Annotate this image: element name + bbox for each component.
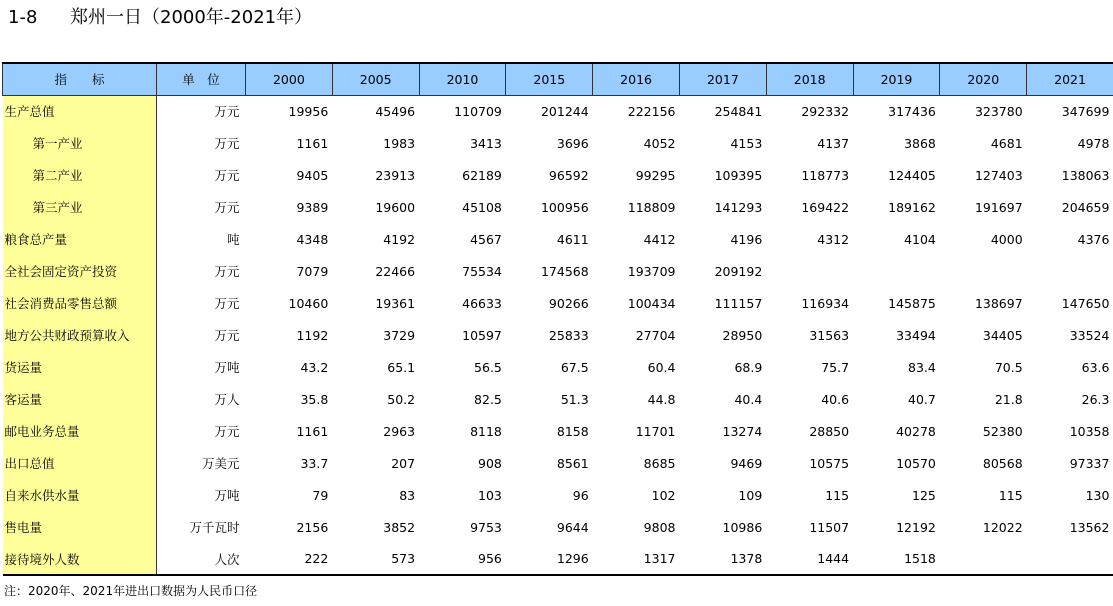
- cell-value: 3868: [904, 135, 936, 151]
- header-year: 2015: [506, 63, 593, 95]
- table-row: [3, 447, 1113, 479]
- cell-value: 8561: [556, 455, 589, 471]
- cell-value: 4681: [990, 135, 1023, 151]
- cell-value: 4312: [817, 231, 850, 247]
- cell-value: 127403: [974, 167, 1023, 183]
- cell-value: [853, 255, 940, 287]
- cell-value: 96592: [548, 167, 589, 183]
- cell-value: 4000: [990, 231, 1023, 247]
- cell-value: 60.4: [647, 359, 676, 375]
- cell-value: 125: [912, 487, 936, 503]
- cell-value: 1161: [296, 423, 329, 439]
- cell-value: 12022: [982, 519, 1023, 535]
- cell-value: 4153: [730, 135, 763, 151]
- table-row: [3, 159, 1113, 191]
- cell-value: [1027, 543, 1113, 575]
- table-body: [3, 95, 1113, 575]
- table-row: [3, 479, 1113, 511]
- row-unit: 万元: [214, 328, 240, 343]
- cell-value: 141293: [714, 199, 763, 215]
- cell-value: 28850: [809, 423, 850, 439]
- cell-value: 174568: [540, 263, 589, 279]
- row-indicator: 第二产业: [3, 159, 157, 191]
- row-unit: 万元: [214, 104, 240, 120]
- row-indicator: 售电量: [3, 511, 157, 543]
- cell-value: 10460: [288, 295, 329, 311]
- row-unit: 万元: [214, 264, 240, 279]
- cell-value: 908: [478, 455, 502, 471]
- cell-value: 13274: [722, 423, 763, 439]
- cell-value: 222: [246, 543, 333, 575]
- cell-value: 207: [391, 455, 416, 471]
- table-row: [3, 383, 1113, 415]
- cell-value: 9389: [296, 199, 329, 215]
- cell-value: 4978: [1077, 135, 1110, 151]
- cell-value: 33524: [1069, 327, 1110, 343]
- cell-value: 11701: [635, 423, 676, 439]
- cell-value: 25833: [548, 327, 589, 343]
- row-indicator: 自来水供水量: [3, 479, 157, 511]
- cell-value: 1192: [296, 327, 329, 343]
- cell-value: 45496: [375, 103, 416, 119]
- cell-value: 97337: [1069, 455, 1110, 471]
- table-row: [3, 255, 1113, 287]
- header-year: 2019: [853, 63, 940, 95]
- cell-value: 100434: [627, 295, 676, 311]
- cell-value: 1378: [679, 543, 766, 575]
- cell-value: 1161: [296, 135, 329, 151]
- cell-value: 138063: [1061, 167, 1110, 183]
- cell-value: 147650: [1061, 295, 1110, 311]
- cell-value: 40.7: [908, 391, 936, 407]
- cell-value: 100956: [540, 199, 589, 215]
- row-unit: 人次: [157, 543, 246, 575]
- row-indicator: 客运量: [3, 383, 157, 415]
- row-indicator: 出口总值: [3, 447, 157, 479]
- row-unit: 吨: [226, 232, 240, 247]
- cell-value: 4567: [470, 231, 502, 247]
- data-table: [2, 62, 1113, 576]
- table-row: [3, 511, 1113, 543]
- cell-value: 102: [651, 487, 676, 503]
- row-indicator: 全社会固定资产投资: [3, 255, 157, 287]
- cell-value: 4052: [643, 135, 676, 151]
- cell-value: 1444: [766, 543, 853, 575]
- header-year: 2018: [766, 63, 853, 95]
- cell-value: 90266: [548, 295, 589, 311]
- cell-value: 12192: [896, 519, 936, 535]
- cell-value: [766, 255, 853, 287]
- cell-value: 40.6: [821, 391, 850, 407]
- table-row: [3, 191, 1113, 223]
- row-indicator: 生产总值: [3, 95, 157, 127]
- cell-value: 8685: [643, 455, 676, 471]
- cell-value: 51.3: [560, 391, 589, 407]
- cell-value: 46633: [462, 295, 502, 311]
- cell-value: 70.5: [994, 359, 1023, 375]
- cell-value: 10597: [462, 327, 502, 343]
- table-row: [3, 415, 1113, 447]
- cell-value: 80568: [982, 455, 1023, 471]
- header-year: 2005: [332, 63, 419, 95]
- row-unit: 万吨: [214, 360, 240, 375]
- cell-value: 22466: [375, 263, 416, 279]
- cell-value: 43.2: [300, 359, 329, 375]
- cell-value: 3413: [470, 135, 502, 151]
- row-unit: 万元: [214, 136, 240, 151]
- cell-value: 45108: [462, 199, 502, 215]
- cell-value: 347699: [1061, 103, 1110, 119]
- cell-value: 209192: [714, 263, 763, 279]
- cell-value: 4348: [296, 231, 329, 247]
- cell-value: 56.5: [474, 359, 502, 375]
- row-indicator: 第一产业: [3, 127, 157, 159]
- cell-value: 222156: [627, 103, 676, 119]
- cell-value: 21.8: [994, 391, 1023, 407]
- cell-value: 3852: [383, 519, 416, 535]
- cell-value: 111157: [714, 295, 763, 311]
- row-indicator: 邮电业务总量: [3, 415, 157, 447]
- cell-value: 33494: [896, 327, 936, 343]
- cell-value: 96: [572, 487, 589, 503]
- row-indicator: 粮食总产量: [3, 223, 157, 255]
- header-indicator: 指 标: [3, 63, 157, 95]
- header-year: 2016: [593, 63, 680, 95]
- cell-value: 201244: [540, 103, 589, 119]
- cell-value: 19956: [288, 103, 329, 119]
- cell-value: 10986: [722, 519, 763, 535]
- row-unit: 万元: [214, 296, 240, 311]
- table-row: [3, 543, 1113, 575]
- cell-value: 4376: [1077, 231, 1110, 247]
- cell-value: [940, 543, 1027, 575]
- page-title: [8, 4, 312, 32]
- row-indicator: 第三产业: [3, 191, 157, 223]
- cell-value: 50.2: [387, 391, 416, 407]
- cell-value: 4192: [383, 231, 416, 247]
- cell-value: 189162: [888, 199, 936, 215]
- cell-value: 10575: [809, 455, 850, 471]
- cell-value: 28950: [722, 327, 763, 343]
- cell-value: 204659: [1061, 199, 1110, 215]
- cell-value: 193709: [627, 263, 676, 279]
- cell-value: 4137: [817, 135, 850, 151]
- cell-value: 116934: [801, 295, 850, 311]
- cell-value: 34405: [982, 327, 1023, 343]
- cell-value: 1296: [506, 543, 593, 575]
- cell-value: 109395: [714, 167, 763, 183]
- cell-value: 573: [332, 543, 419, 575]
- cell-value: 9644: [556, 519, 589, 535]
- cell-value: 99295: [635, 167, 676, 183]
- cell-value: 83.4: [908, 359, 936, 375]
- cell-value: 83: [399, 487, 416, 503]
- row-unit: 万元: [214, 168, 240, 183]
- header-unit: 单 位: [157, 63, 246, 95]
- cell-value: 169422: [801, 199, 850, 215]
- cell-value: 9469: [730, 455, 763, 471]
- cell-value: 62189: [462, 167, 502, 183]
- cell-value: 33.7: [300, 455, 329, 471]
- cell-value: 110709: [454, 103, 502, 119]
- cell-value: 317436: [888, 103, 936, 119]
- cell-value: 19600: [375, 199, 416, 215]
- row-indicator: 社会消费品零售总额: [3, 287, 157, 319]
- footnote: 注：2020年、2021年进出口数据为人民币口径: [4, 584, 258, 598]
- cell-value: 67.5: [560, 359, 589, 375]
- header-year: 2021: [1027, 63, 1113, 95]
- cell-value: 35.8: [300, 391, 329, 407]
- cell-value: 115: [998, 487, 1023, 503]
- cell-value: 52380: [982, 423, 1023, 439]
- cell-value: 75534: [462, 263, 502, 279]
- cell-value: 8158: [556, 423, 589, 439]
- cell-value: 4611: [556, 231, 589, 247]
- cell-value: 191697: [974, 199, 1023, 215]
- cell-value: 2963: [383, 423, 416, 439]
- cell-value: 63.6: [1081, 359, 1110, 375]
- cell-value: 124405: [888, 167, 936, 183]
- cell-value: 68.9: [734, 359, 763, 375]
- cell-value: 292332: [801, 103, 850, 119]
- cell-value: 9753: [470, 519, 502, 535]
- table-number: 1-8: [8, 7, 38, 28]
- cell-value: 26.3: [1081, 391, 1110, 407]
- row-unit: 万千瓦时: [189, 520, 240, 535]
- row-unit: 万元: [214, 200, 240, 215]
- header-year: 2020: [940, 63, 1027, 95]
- cell-value: 31563: [809, 327, 850, 343]
- cell-value: 11507: [809, 519, 850, 535]
- cell-value: 79: [312, 487, 329, 503]
- cell-value: 130: [1085, 487, 1110, 503]
- cell-value: 65.1: [387, 359, 416, 375]
- table-row: [3, 287, 1113, 319]
- cell-value: 27704: [635, 327, 676, 343]
- cell-value: 4196: [730, 231, 763, 247]
- row-unit: 万人: [214, 392, 240, 407]
- cell-value: 118809: [627, 199, 676, 215]
- table-row: [3, 319, 1113, 351]
- cell-value: 10358: [1069, 423, 1110, 439]
- cell-value: 75.7: [821, 359, 850, 375]
- row-unit: 万元: [214, 424, 240, 439]
- cell-value: 2156: [296, 519, 329, 535]
- row-indicator: 货运量: [3, 351, 157, 383]
- cell-value: 10570: [896, 455, 936, 471]
- cell-value: 40.4: [734, 391, 763, 407]
- cell-value: 40278: [896, 423, 936, 439]
- cell-value: 103: [478, 487, 502, 503]
- row-indicator: 接待境外人数: [3, 543, 157, 575]
- cell-value: 118773: [801, 167, 850, 183]
- cell-value: 7079: [296, 263, 329, 279]
- cell-value: 3729: [383, 327, 416, 343]
- cell-value: 13562: [1069, 519, 1110, 535]
- header-year: 2017: [679, 63, 766, 95]
- cell-value: 44.8: [647, 391, 676, 407]
- row-unit: 万美元: [201, 456, 240, 471]
- cell-value: 138697: [974, 295, 1023, 311]
- table-row: [3, 127, 1113, 159]
- row-unit: 万吨: [214, 488, 240, 503]
- cell-value: 1317: [593, 543, 680, 575]
- table-title: 郑州一日（2000年-2021年）: [70, 7, 313, 28]
- cell-value: 19361: [375, 295, 416, 311]
- cell-value: 323780: [974, 103, 1023, 119]
- table-row: [3, 223, 1113, 255]
- cell-value: 82.5: [474, 391, 502, 407]
- cell-value: 115: [825, 487, 850, 503]
- cell-value: 3696: [556, 135, 589, 151]
- cell-value: 4412: [643, 231, 676, 247]
- cell-value: 1983: [383, 135, 416, 151]
- cell-value: 956: [419, 543, 506, 575]
- cell-value: 145875: [888, 295, 936, 311]
- cell-value: 8118: [470, 423, 502, 439]
- cell-value: 254841: [714, 103, 763, 119]
- cell-value: 9405: [296, 167, 329, 183]
- cell-value: 9808: [643, 519, 676, 535]
- row-indicator: 地方公共财政预算收入: [3, 319, 157, 351]
- cell-value: 23913: [375, 167, 416, 183]
- header-year: 2010: [419, 63, 506, 95]
- cell-value: 109: [738, 487, 763, 503]
- cell-value: [940, 255, 1027, 287]
- table-row: [3, 95, 1113, 127]
- table-row: [3, 351, 1113, 383]
- cell-value: 4104: [904, 231, 936, 247]
- cell-value: 1518: [853, 543, 940, 575]
- cell-value: [1027, 255, 1113, 287]
- header-year: 2000: [246, 63, 333, 95]
- header-row: [3, 63, 1113, 95]
